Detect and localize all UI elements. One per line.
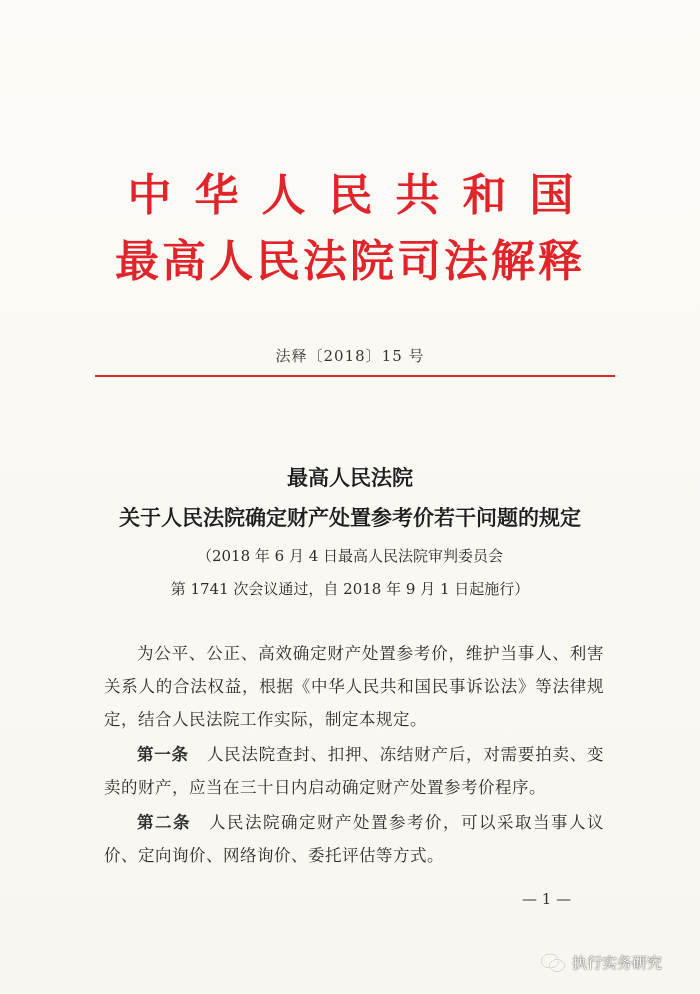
header-title-line1: 中华人民共和国: [127, 170, 597, 221]
article-paragraph: [104, 806, 604, 872]
regulation-note-line1: （2018 年 6 月 4 日最高人民法院审判委员会: [196, 547, 504, 565]
article-text: 人民法院确定财产处置参考价，可以采取当事人议价、定向询价、网络询价、委托评估等方式。: [104, 813, 604, 865]
header-title-line2: 最高人民法院司法解释: [115, 236, 585, 287]
regulation-issuer: 最高人民法院: [287, 465, 413, 490]
regulation-title: 关于人民法院确定财产处置参考价若干问题的规定: [119, 505, 581, 530]
page-number: — 1 —: [522, 890, 572, 908]
article-heading: 第一条: [137, 745, 189, 764]
regulation-note-line2: 第 1741 次会议通过，自 2018 年 9 月 1 日起施行）: [170, 580, 530, 598]
preamble-paragraph: 为公平、公正、高效确定财产处置参考价，维护当事人、利害关系人的合法权益，根据《中华人民共和国民事诉讼法》等法律规定，结合人民法院工作实际，制定本规定。: [104, 644, 604, 729]
article-paragraph: [104, 738, 604, 804]
document-number: 法释〔2018〕15 号: [275, 347, 425, 365]
regulation-body: [104, 637, 604, 874]
red-divider-line: [95, 375, 615, 377]
watermark-text: 执行实务研究: [572, 954, 663, 972]
account-watermark: [540, 952, 662, 973]
wechat-icon: [540, 953, 566, 973]
article-heading: 第二条: [137, 813, 191, 832]
article-text: 人民法院查封、扣押、冻结财产后，对需要拍卖、变卖的财产，应当在三十日内启动确定财产处置参考价程序。: [104, 745, 605, 797]
